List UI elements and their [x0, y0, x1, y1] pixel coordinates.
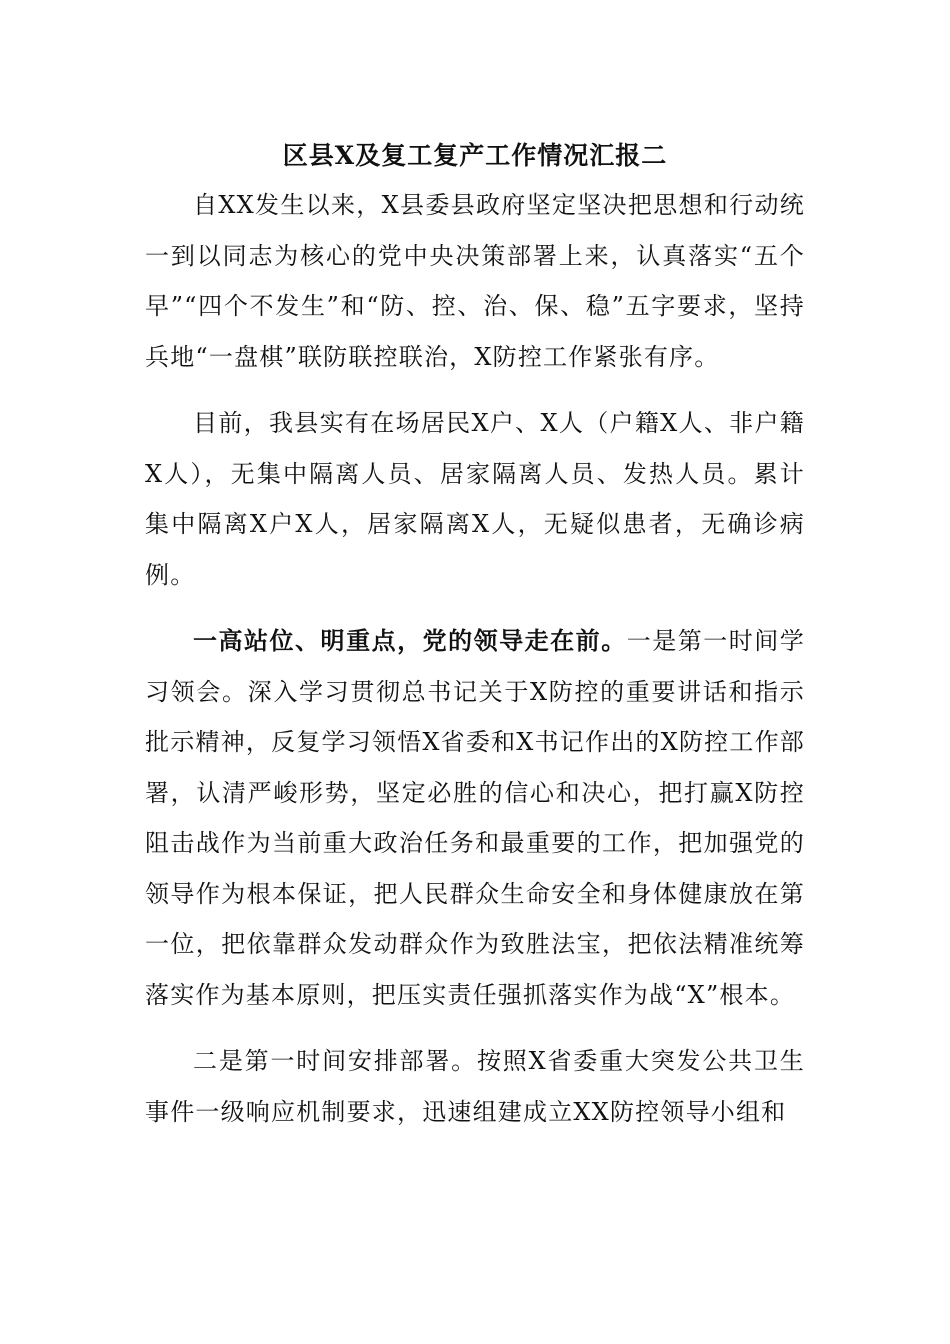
paragraph-text: 一是第一时间学习领会。深入学习贯彻总书记关于X防控的重要讲话和指示批示精神，反复学习领悟X省委和X书记作出的X防控工作部署，认清严峻形势，坚定必胜的信心和决心，把打赢X防控阻击战作为当前重大政治任务和最重要的工作，把加强党的领导作为根本保证，把人民群众生命安全和身体健康放在第一位，把依靠群众发动群众作为致胜法宝，把依法精准统筹落实作为基本原则，把压实责任强抓落实作为战“X”根本。: [145, 627, 805, 1009]
paragraph-section-one: [145, 616, 805, 1020]
paragraph-text: 自XX发生以来，X县委县政府坚定坚决把思想和行动统一到以同志为核心的党中央决策部署上来，认真落实“五个早”“四个不发生”和“防、控、治、保、稳”五字要求，坚持兵地“一盘棋”联防联控联治，X防控工作紧张有序。: [145, 191, 805, 371]
paragraph-status: [145, 398, 805, 600]
paragraph-intro: [145, 180, 805, 382]
paragraph-text: 二是第一时间安排部署。按照X省委重大突发公共卫生事件一级响应机制要求，迅速组建成立XX防控领导小组和: [145, 1047, 805, 1126]
paragraph-text: 目前，我县实有在场居民X户、X人（户籍X人、非户籍X人），无集中隔离人员、居家隔离人员、发热人员。累计集中隔离X户X人，居家隔离X人，无疑似患者，无确诊病例。: [145, 409, 805, 589]
section-heading: 一高站位、明重点，党的领导走在前。: [193, 626, 627, 655]
document-body: [145, 180, 805, 1153]
document-title: 区县X及复工复产工作情况汇报二: [282, 141, 668, 170]
paragraph-deployment: [145, 1036, 805, 1137]
